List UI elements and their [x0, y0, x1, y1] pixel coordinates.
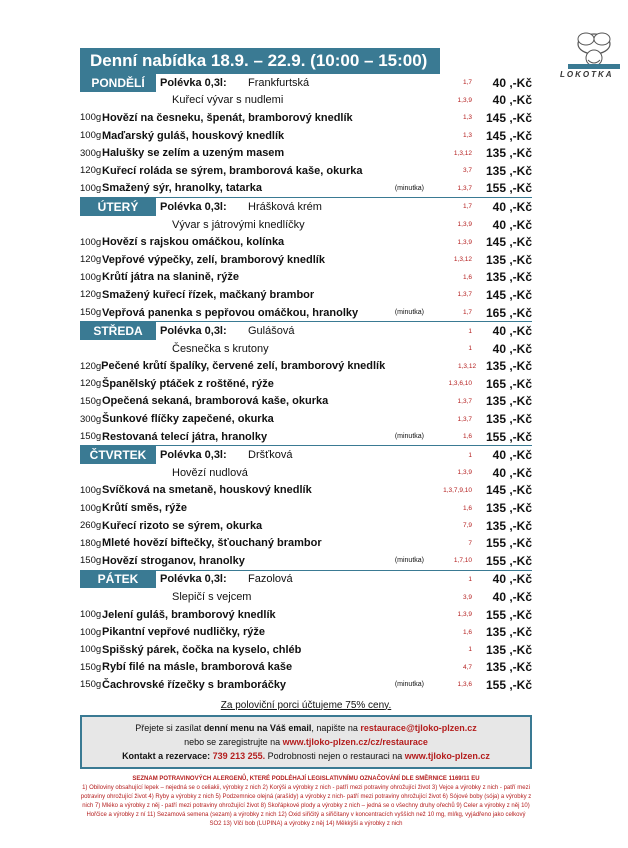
meal-row — [80, 393, 532, 411]
meal-name: Halušky se zelím a uzeným masem — [102, 147, 285, 160]
price: 145 ,-Kč — [485, 235, 532, 250]
allergen-codes: 7 — [468, 539, 472, 547]
soup-name: Fazolová — [248, 573, 293, 586]
price: 165 ,-Kč — [485, 305, 532, 320]
price: 155 ,-Kč — [485, 429, 532, 444]
meal-weight: 180g — [80, 537, 102, 549]
allergen-codes: 7,9 — [462, 522, 472, 530]
price: 135 ,-Kč — [485, 625, 532, 640]
soup-row — [80, 198, 532, 216]
meal-name: Opečená sekaná, bramborová kaše, okurka — [102, 395, 329, 408]
allergen-codes: 1,3 — [462, 114, 472, 122]
meal-weight: 100g — [80, 484, 102, 496]
allergen-codes: 1,3,9 — [457, 611, 472, 619]
price: 40 ,-Kč — [492, 217, 532, 232]
price: 40 ,-Kč — [492, 465, 532, 480]
meal-name: Smažený kuřecí řízek, mačkaný brambor — [102, 288, 315, 301]
registration-link[interactable]: www.tjloko-plzen.cz/cz/restaurace — [282, 736, 428, 747]
soup-name: Hovězí nudlová — [172, 466, 248, 479]
soup-name: Vývar s játrovými knedlíčky — [172, 218, 305, 231]
meal-name: Vepřové výpečky, zelí, bramborový knedlík — [102, 253, 325, 266]
allergen-codes: 1,3,9 — [457, 221, 472, 229]
soup-name: Dršťková — [248, 449, 293, 462]
price: 135 ,-Kč — [485, 642, 532, 657]
meal-weight: 100g — [80, 236, 102, 248]
meal-row — [80, 428, 532, 446]
price: 135 ,-Kč — [485, 252, 532, 267]
allergen-codes: 1,3,12 — [453, 149, 472, 157]
meal-name: Hovězí stroganov, hranolky — [102, 554, 245, 567]
price: 155 ,-Kč — [485, 607, 532, 622]
soup-row — [80, 446, 532, 464]
soup-row — [80, 340, 532, 358]
meal-name: Španělský ptáček z roštěné, rýže — [102, 377, 274, 390]
meal-weight: 100g — [80, 182, 102, 194]
allergen-codes: 1,3,9 — [457, 238, 472, 246]
allergen-codes: 1,7,10 — [453, 557, 472, 565]
price: 40 ,-Kč — [492, 448, 532, 463]
meal-name: Hovězí na česneku, špenát, bramborový knedlík — [102, 111, 353, 124]
allergen-codes: 1,6 — [462, 433, 472, 441]
minutka-note: (minutka) — [394, 433, 424, 441]
meal-weight: 100g — [80, 502, 102, 514]
meal-name: Kuřecí rizoto se sýrem, okurka — [102, 519, 263, 532]
info-line-3: Kontakt a rezervace: 739 213 255. Podrobnosti nejen o restauraci na www.tjloko-plzen.cz — [122, 750, 490, 761]
meal-name: Svíčková na smetaně, houskový knedlík — [102, 484, 312, 497]
price: 135 ,-Kč — [485, 501, 532, 516]
allergen-codes: 1 — [468, 646, 472, 654]
price: 145 ,-Kč — [485, 287, 532, 302]
meal-row — [80, 233, 532, 251]
meal-weight: 100g — [80, 112, 102, 124]
allergen-codes: 1 — [468, 451, 472, 459]
day-label: STŘEDA — [80, 322, 156, 340]
soup-name: Slepičí s vejcem — [172, 591, 252, 604]
price: 40 ,-Kč — [492, 93, 532, 108]
meal-name: Maďarský guláš, houskový knedlík — [102, 129, 285, 142]
meal-weight: 100g — [80, 626, 102, 638]
price: 135 ,-Kč — [485, 163, 532, 178]
meal-row — [80, 375, 532, 393]
allergen-codes: 1,3,12 — [453, 256, 472, 264]
day-label: ČTVRTEK — [80, 446, 156, 464]
price: 135 ,-Kč — [485, 412, 532, 427]
soup-label: Polévka 0,3l: — [160, 325, 227, 338]
meal-weight: 100g — [80, 644, 102, 656]
meal-row — [80, 358, 532, 376]
allergen-heading: SEZNAM POTRAVINOVÝCH ALERGENŮ, KTERÉ PODLÉHAJÍ LEGISLATIVNÍMU OZNAČOVÁNÍ DLE SMĚRNICE 1169/11 EU — [132, 775, 480, 782]
allergen-codes: 1,3,6,10 — [448, 380, 472, 388]
meal-name: Kuřecí roláda se sýrem, bramborová kaše, okurka — [102, 164, 363, 177]
allergen-codes: 1,3,7 — [457, 184, 472, 192]
minutka-note: (minutka) — [394, 681, 424, 689]
meal-row — [80, 109, 532, 127]
meal-weight: 300g — [80, 413, 102, 425]
meal-row — [80, 144, 532, 162]
price: 145 ,-Kč — [485, 128, 532, 143]
meal-row — [80, 552, 532, 570]
meal-weight: 150g — [80, 395, 102, 407]
soup-name: Česnečka s krutony — [172, 342, 269, 355]
allergen-codes: 1 — [468, 345, 472, 353]
meal-weight: 120g — [80, 289, 102, 301]
allergen-codes: 3,9 — [462, 593, 472, 601]
price: 40 ,-Kč — [492, 199, 532, 214]
meal-name: Mleté hovězí biftečky, šťouchaný brambor — [102, 537, 322, 550]
day-label: PONDĚLÍ — [80, 74, 156, 92]
meal-weight: 120g — [80, 254, 102, 266]
soup-row — [80, 571, 532, 589]
allergen-text: 1) Obiloviny obsahující lepek – nejedná se o celiakii, výrobky z nich 2) Korýši a výrobky z nich - patří mezi potraviny ohrožující život 3) Vejce a výrobky z nich - patří mezi potraviny ohrožující život 4) Ryby a výrobky z nich 5) Podzemnice olejná (arašídy) a výrobky z nich- patří mezi potraviny ohrožující život 6) Sójové boby (sója) a výrobky z nich 7) Mléko a výrobky z něj - patří mezi potraviny ohrožující život 8) Skořápkové plody a výrobky z nich – jedná se o všechny druhy ořechů 9) Celer a výrobky z něj 10) Hořčice a výrobky z ní 11) Sezamová semena (sezam) a výrobky z nich 12) Oxid siřičitý a siřičitany v koncentracích vyšších než 10 mg, ml/kg, vyjádřeno jako celkový SO2 13) Vlčí bob (LUPINA) a výrobky z něj 14) Měkkýši a výrobky z nich — [80, 784, 532, 827]
meal-name: Krůtí směs, rýže — [102, 502, 187, 515]
logo-text: LOKOTKA — [560, 70, 614, 79]
day-label: PÁTEK — [80, 570, 156, 588]
meal-name: Restovaná telecí játra, hranolky — [102, 430, 268, 443]
price: 155 ,-Kč — [485, 536, 532, 551]
minutka-note: (minutka) — [394, 184, 424, 192]
allergen-codes: 1,7 — [462, 309, 472, 317]
meal-row — [80, 410, 532, 428]
meal-weight: 120g — [80, 360, 102, 372]
meal-weight: 150g — [80, 661, 102, 673]
meal-name: Krůtí játra na slanině, rýže — [102, 271, 239, 284]
meal-weight: 120g — [80, 165, 102, 177]
meal-weight: 150g — [80, 679, 102, 691]
day-section — [80, 197, 532, 321]
meal-name: Smažený sýr, hranolky, tatarka — [102, 182, 262, 195]
meal-weight: 260g — [80, 520, 102, 532]
price: 155 ,-Kč — [485, 677, 532, 692]
price: 155 ,-Kč — [485, 553, 532, 568]
allergen-list — [80, 775, 532, 829]
allergen-codes: 1,6 — [462, 628, 472, 636]
meal-row — [80, 269, 532, 287]
minutka-note: (minutka) — [394, 309, 424, 317]
allergen-codes: 1,3,7 — [457, 415, 472, 423]
phone-number: 739 213 255. — [212, 750, 266, 761]
email-link[interactable]: restaurace@tjloko-plzen.cz — [360, 722, 477, 733]
allergen-codes: 1,7 — [462, 79, 472, 87]
soup-name: Kuřecí vývar s nudlemi — [172, 94, 284, 107]
meal-weight: 150g — [80, 307, 102, 319]
soup-label: Polévka 0,3l: — [160, 573, 227, 586]
soup-row — [80, 322, 532, 340]
meal-name: Čachrovské řízečky s bramboráčky — [102, 678, 287, 691]
day-section — [80, 321, 532, 445]
chef-logo-icon — [548, 30, 628, 74]
soup-row — [80, 588, 532, 606]
meal-name: Vepřová panenka s pepřovou omáčkou, hranolky — [102, 306, 359, 319]
meal-row — [80, 482, 532, 500]
meal-name: Rybí filé na másle, bramborová kaše — [102, 661, 293, 674]
allergen-codes: 1,3,7 — [457, 397, 472, 405]
price: 135 ,-Kč — [485, 359, 532, 374]
price: 165 ,-Kč — [485, 376, 532, 391]
price: 135 ,-Kč — [485, 270, 532, 285]
price: 135 ,-Kč — [485, 660, 532, 675]
allergen-codes: 1,3,9 — [457, 96, 472, 104]
meal-row — [80, 127, 532, 145]
meal-row — [80, 623, 532, 641]
meal-row — [80, 251, 532, 269]
meal-row — [80, 534, 532, 552]
price: 145 ,-Kč — [485, 483, 532, 498]
meal-name: Hovězí s rajskou omáčkou, kolínka — [102, 236, 285, 249]
soup-label: Polévka 0,3l: — [160, 200, 227, 213]
meal-row — [80, 659, 532, 677]
soup-name: Gulášová — [248, 325, 295, 338]
meal-row — [80, 641, 532, 659]
day-section — [80, 570, 532, 694]
soup-row — [80, 74, 532, 92]
soup-name: Frankfurtská — [248, 76, 310, 89]
allergen-codes: 1,3,7 — [457, 291, 472, 299]
meal-name: Pikantní vepřové nudličky, rýže — [102, 626, 266, 639]
meal-name: Jelení guláš, bramborový knedlík — [102, 608, 276, 621]
allergen-codes: 1,6 — [462, 504, 472, 512]
page-title: Denní nabídka 18.9. – 22.9. (10:00 – 15:00) — [80, 48, 440, 74]
soup-row — [80, 464, 532, 482]
meal-weight: 100g — [80, 130, 102, 142]
days-container — [80, 74, 532, 694]
website-link[interactable]: www.tjloko-plzen.cz — [404, 750, 490, 761]
menu-page — [80, 48, 614, 829]
price: 40 ,-Kč — [492, 572, 532, 587]
soup-label: Polévka 0,3l: — [160, 449, 227, 462]
price: 40 ,-Kč — [492, 341, 532, 356]
allergen-codes: 1 — [468, 575, 472, 583]
half-portion-note: Za poloviční porci účtujeme 75% ceny. — [220, 699, 392, 711]
soup-label: Polévka 0,3l: — [160, 76, 227, 89]
allergen-codes: 1,6 — [462, 273, 472, 281]
minutka-note: (minutka) — [394, 557, 424, 565]
meal-row — [80, 517, 532, 535]
allergen-codes: 1,3 — [462, 132, 472, 140]
meal-weight: 150g — [80, 431, 102, 443]
info-box — [80, 715, 532, 769]
day-section — [80, 445, 532, 569]
day-label: ÚTERÝ — [80, 198, 156, 216]
soup-row — [80, 216, 532, 234]
allergen-codes: 3,7 — [462, 167, 472, 175]
meal-row — [80, 180, 532, 198]
price: 40 ,-Kč — [492, 324, 532, 339]
price: 155 ,-Kč — [485, 181, 532, 196]
meal-row — [80, 162, 532, 180]
allergen-codes: 1,3,12 — [458, 362, 477, 370]
allergen-codes: 1 — [468, 327, 472, 335]
allergen-codes: 1,7 — [462, 203, 472, 211]
price: 40 ,-Kč — [492, 75, 532, 90]
meal-name: Spišský párek, čočka na kyselo, chléb — [102, 643, 302, 656]
meal-row — [80, 286, 532, 304]
allergen-codes: 4,7 — [462, 663, 472, 671]
price: 145 ,-Kč — [485, 110, 532, 125]
meal-weight: 100g — [80, 271, 102, 283]
meal-weight: 150g — [80, 555, 102, 567]
allergen-codes: 1,3,7,9,10 — [443, 486, 472, 494]
price: 40 ,-Kč — [492, 590, 532, 605]
price: 135 ,-Kč — [485, 146, 532, 161]
meal-name: Šunkové flíčky zapečené, okurka — [102, 413, 274, 426]
meal-weight: 120g — [80, 378, 102, 390]
price: 135 ,-Kč — [485, 518, 532, 533]
allergen-codes: 1,3,9 — [457, 469, 472, 477]
meal-row — [80, 606, 532, 624]
meal-row — [80, 676, 532, 694]
meal-row — [80, 499, 532, 517]
meal-weight: 100g — [80, 609, 102, 621]
soup-name: Hrášková krém — [248, 200, 322, 213]
info-line-1: Přejete si zasílat denní menu na Váš email, napište na restaurace@tjloko-plzen.cz — [135, 722, 477, 733]
price: 135 ,-Kč — [485, 394, 532, 409]
allergen-codes: 1,3,6 — [457, 681, 472, 689]
info-line-2: nebo se zaregistrujte na www.tjloko-plzen.cz/cz/restaurace — [184, 736, 428, 747]
day-section — [80, 74, 532, 197]
meal-weight: 300g — [80, 147, 102, 159]
meal-row — [80, 304, 532, 322]
meal-name: Pečené krůtí špalíky, červené zelí, bramborový knedlík — [101, 360, 386, 373]
soup-row — [80, 92, 532, 110]
